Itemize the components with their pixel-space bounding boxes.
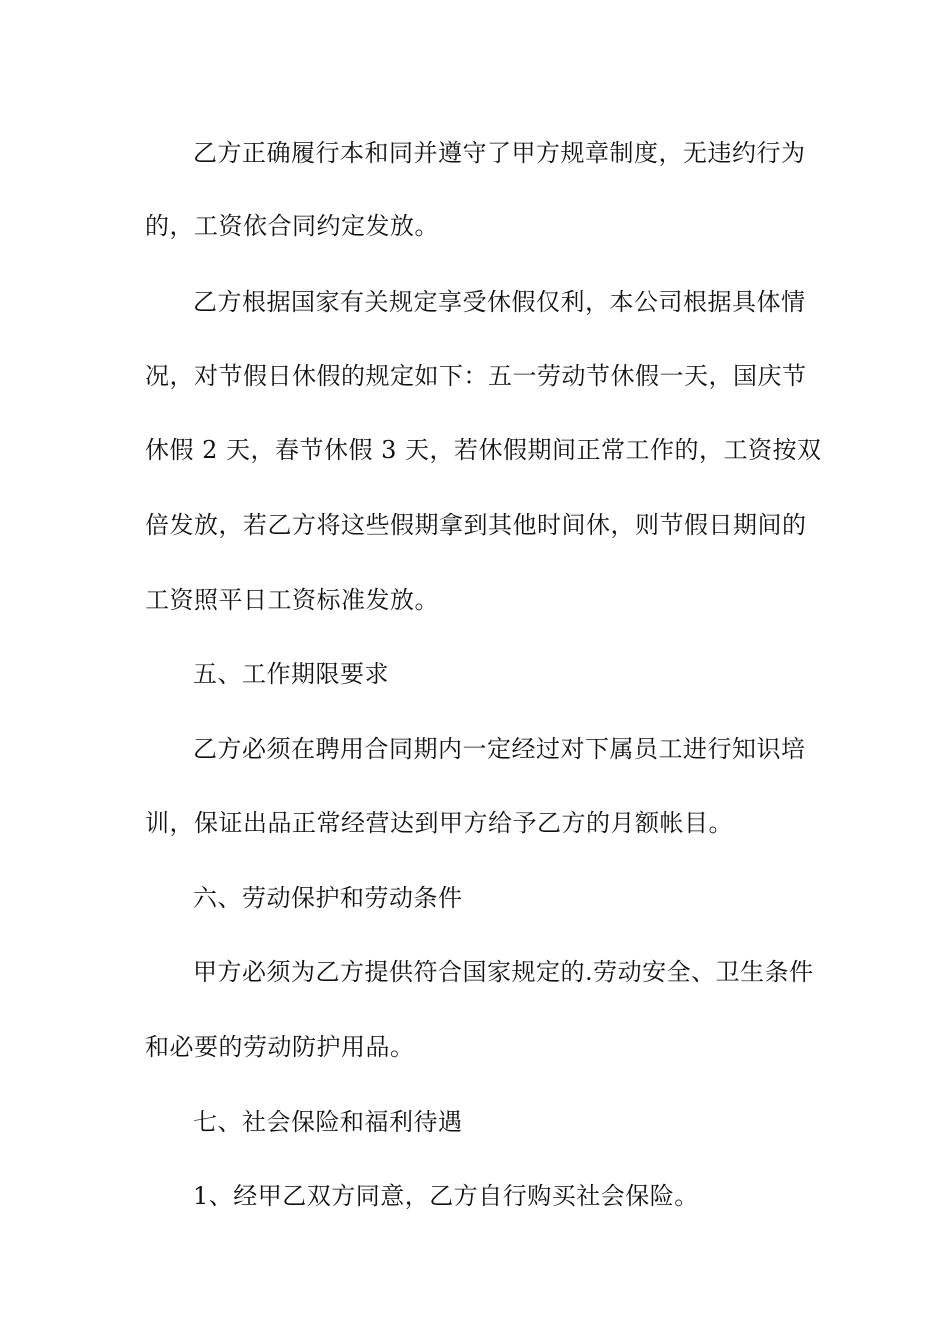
- paragraph-line: 乙方正确履行本和同并遵守了甲方规章制度，无违约行为: [193, 139, 806, 167]
- paragraph-line: 乙方必须在聘用合同期内一定经过对下属员工进行知识培: [193, 735, 806, 763]
- list-item: 1、经甲乙双方同意，乙方自行购买社会保险。: [193, 1182, 699, 1210]
- section-heading-7: 七、社会保险和福利待遇: [193, 1108, 463, 1136]
- section-heading-6: 六、劳动保护和劳动条件: [193, 884, 463, 912]
- paragraph-line: 乙方根据国家有关规定享受休假仅利，本公司根据具体情: [193, 288, 806, 316]
- section-heading-5: 五、工作期限要求: [193, 660, 389, 688]
- paragraph-line: 的，工资依合同约定发放。: [145, 212, 439, 240]
- paragraph-line: 倍发放，若乙方将这些假期拿到其他时间休，则节假日期间的: [145, 511, 807, 539]
- paragraph-line: 训，保证出品正常经营达到甲方给予乙方的月额帐目。: [145, 809, 733, 837]
- paragraph-line: 和必要的劳动防护用品。: [145, 1033, 415, 1061]
- paragraph-line: 休假 2 天，春节休假 3 天，若休假期间正常工作的，工资按双: [145, 436, 822, 464]
- paragraph-line: 工资照平日工资标准发放。: [145, 586, 439, 614]
- paragraph-line: 况，对节假日休假的规定如下：五一劳动节休假一天，国庆节: [145, 362, 807, 390]
- paragraph-line: 甲方必须为乙方提供符合国家规定的.劳动安全、卫生条件: [193, 958, 814, 986]
